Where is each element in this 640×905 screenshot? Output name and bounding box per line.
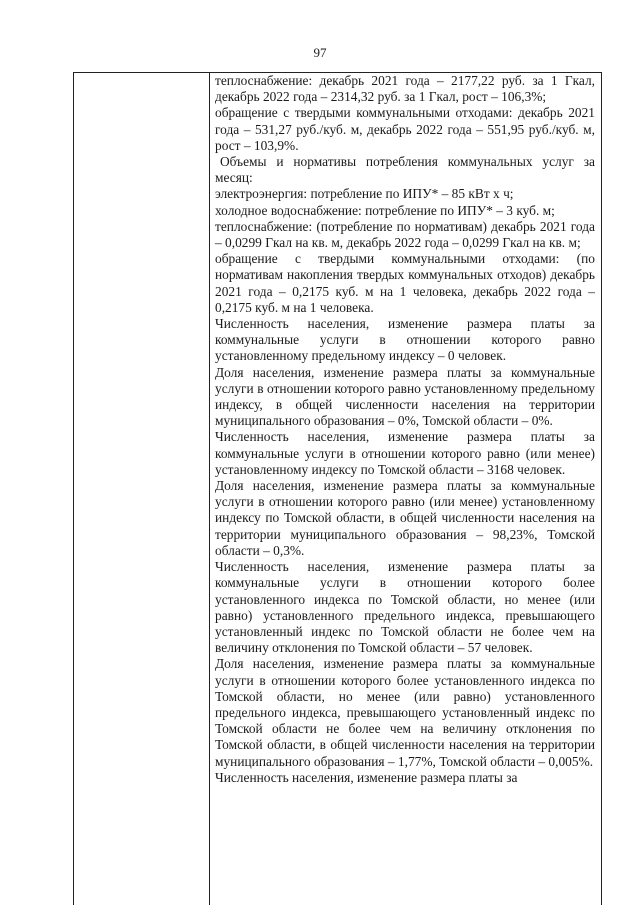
paragraph-share-below-index: Доля населения, изменение размера платы за коммунальные услуги в отношении которого равно (или менее) установленному индексу по Томской области, в общей численности населения на территории муниципального образования – 98,23%, Томской области – 0,3%. [215, 478, 595, 558]
paragraph-population-equal-limit: Численность населения, изменение размера платы за коммунальные услуги в отношении которого равно установленному предельному индексу – 0 человек. [215, 316, 595, 364]
paragraph-population-below-index: Численность населения, изменение размера платы за коммунальные услуги в отношении которого равно (или менее) установленному индексу по Томской области – 3168 человек. [215, 429, 595, 477]
paragraph-population-above-index: Численность населения, изменение размера платы за коммунальные услуги в отношении которого более установленного индекса по Томской области, но менее (или равно) установленного предельного индекса, превышающего установленный индекс по Томской области не более чем на величину отклонения по Томской области – 57 человек. [215, 559, 595, 656]
paragraph-electricity: электроэнергия: потребление по ИПУ* – 85 кВт х ч; [215, 186, 514, 202]
page-number: 97 [313, 45, 327, 60]
paragraph-waste-norms: обращение с твердыми коммунальными отходами: (по нормативам накопления твердых коммунальных отходов) декабрь 2021 года – 0,2175 куб. м на 1 человека, декабрь 2022 года – 0,2175 куб. м на 1 человека. [215, 251, 595, 315]
paragraph-volumes-heading: Объемы и нормативы потребления коммунальных услуг за месяц: [215, 154, 595, 186]
paragraph-cold-water: холодное водоснабжение: потребление по ИПУ* – 3 куб. м; [215, 202, 555, 218]
paragraph-waste-tariff: обращение с твердыми коммунальными отходами: декабрь 2021 года – 531,27 руб./куб. м, декабрь 2022 года – 551,95 руб./куб. м, рост – 103,9%. [215, 105, 595, 153]
table-right-cell [210, 73, 601, 905]
paragraph-population-continued: Численность населения, изменение размера платы за [215, 769, 518, 785]
paragraph-share-above-index: Доля населения, изменение размера платы за коммунальные услуги в отношении которого более установленного индекса по Томской области, но менее (или равно) установленного предельного индекса, превышающего установленный индекс по Томской области не более чем на величину отклонения по Томской области, в общей численности населения на территории муниципального образования – 1,77%, Томской области – 0,005%. [215, 656, 595, 769]
paragraph-heat-supply-norms: теплоснабжение: (потребление по нормативам) декабрь 2021 года – 0,0299 Гкал на кв. м, декабрь 2022 года – 0,0299 Гкал на кв. м; [215, 218, 595, 251]
document-table [73, 72, 602, 905]
paragraph-heat-supply-tariff: теплоснабжение: декабрь 2021 года – 2177,22 руб. за 1 Гкал, декабрь 2022 года – 2314,32 руб. за 1 Гкал, рост – 106,3%; [215, 73, 595, 105]
table-left-cell [74, 73, 210, 905]
paragraph-share-equal-limit: Доля населения, изменение размера платы за коммунальные услуги в отношении которого равно установленному предельному индексу, в общей численности населения на территории муниципального образования – 0%, Томской области – 0%. [215, 364, 595, 429]
